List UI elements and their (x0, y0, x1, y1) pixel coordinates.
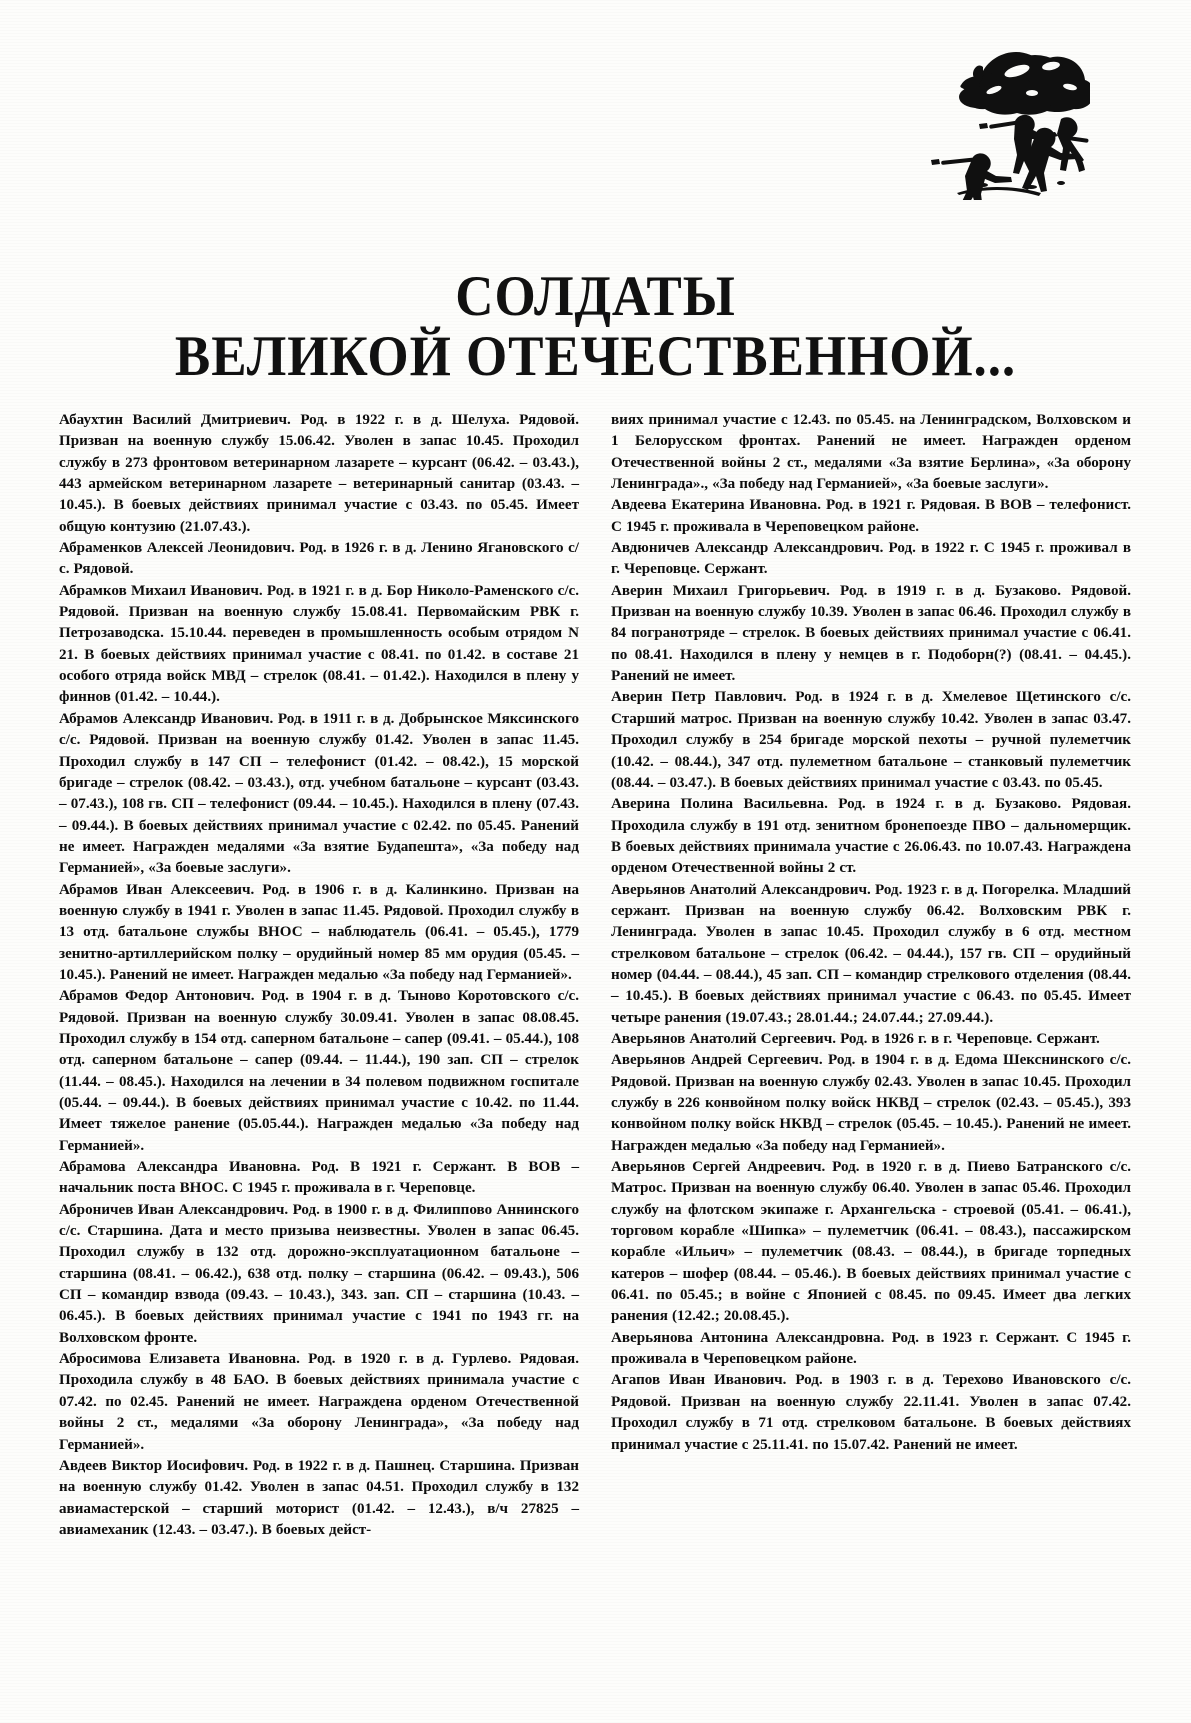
entry: Авдюничев Александр Александрович. Род. в 1922 г. С 1945 г. проживал в г. Череповце. Сержант. (611, 540, 1131, 578)
entry: Абаухтин Василий Дмитриевич. Род. в 1922 г. в д. Шелуха. Рядовой. Призван на военную службу 15.06.42. Уволен в запас 10.45. Проходил службу в 273 фронтовом ветеринарном лазарете – курсант (06.42. – 03.43.), 443 армейском ветеринарном лазарете – ветеринарный санитар (03.43. – 10.45.). В боевых действиях принимал участие с 03.43. по 05.45. Имеет общую контузию (21.07.43.). (59, 412, 579, 535)
column-right (611, 410, 1131, 1660)
entry: Аверина Полина Васильевна. Род. в 1924 г. в д. Бузаково. Рядовая. Проходила службу в 191 отд. зенитном бронепоезде ПВО – дальномерщик. В боевых действиях принимала участие с 26.06.43. по 10.07.43. Награждена орденом Отечественной войны 2 ст. (611, 796, 1131, 877)
entry: Аверьянова Антонина Александровна. Род. в 1923 г. Сержант. С 1945 г. проживала в Череповецком районе. (611, 1329, 1131, 1368)
entry: Аверин Петр Павлович. Род. в 1924 г. в д. Хмелевое Щетинского с/с. Старший матрос. Призван на военную службу 10.42. Уволен в запас 03.47. Проходил службу в 254 бригаде морской пехоты – ручной пулеметчик (10.42. – 08.44.), 347 отд. пулеметном батальоне – станковый пулеметчик (08.44. – 03.47.). В боевых действиях принимал участие с 03.43. по 05.45. (611, 689, 1131, 791)
entry: Аверьянов Анатолий Александрович. Род. 1923 г. в д. Погорелка. Младший сержант. Призван на военную службу 06.42. Волховским РВК г. Ленинграда. Уволен в запас 10.45. Проходил службу в 6 отд. местном стрелковом батальоне – стрелок (06.42. – 04.44.), 157 гв. СП – орудийный номер (04.44. – 08.44.), 45 зап. СП – командир стрелкового отделения (08.44. – 10.45.). В боевых действиях принимал участие с 06.43. по 05.45. Имеет четыре ранения (19.07.43.; 28.01.44.; 24.07.44.; 27.09.44.). (611, 881, 1131, 1026)
entry: Аброничев Иван Александрович. Род. в 1900 г. в д. Филиппово Аннинского с/с. Старшина. Дата и место призыва неизвестны. Уволен в запас 06.45. Проходил службу в 132 отд. дорожно-эксплуатационном батальоне – старшина (08.41. – 06.42.), 638 отд. полку – старшина (06.42. – 09.43.), 506 СП – командир взвода (09.43. – 10.43.), 343. зап. СП – старшина (10.43. – 06.45.). В боевых действиях принимал участие с 1941 по 1943 гг. на Волховском фронте. (59, 1201, 579, 1346)
page-title-line-2: ВЕЛИКОЙ ОТЕЧЕСТВЕННОЙ... (174, 325, 1017, 389)
entry: Авдеев Виктор Иосифович. Род. в 1922 г. в д. Пашнец. Старшина. Призван на военную службу 01.42. Уволен в запас 04.51. Проходил службу в 132 авиамастерской – старший моторист (01.42. – 12.43.), в/ч 27825 – авиамеханик (12.43. – 03.47.). В боевых дейст- (59, 1457, 579, 1538)
entry: Абросимова Елизавета Ивановна. Род. в 1920 г. в д. Гурлево. Рядовая. Проходила службу в 48 БАО. В боевых действиях принимала участие с 07.42. по 02.45. Ранений не имеет. Награждена орденом Отечественной войны 2 ст., медалями «За оборону Ленинграда», «За победу над Германией». (59, 1351, 579, 1453)
page-title (0, 265, 1191, 389)
entry: Агапов Иван Иванович. Род. в 1903 г. в д. Терехово Ивановского с/с. Рядовой. Призван на военную службу 22.11.41. Уволен в запас 07.42. Проходил службу в 71 отд. стрелковом батальоне. В боевых действиях принимал участие с 25.11.41. по 15.07.42. Ранений не имеет. (611, 1372, 1131, 1453)
page-title-line-1: СОЛДАТЫ (455, 265, 736, 328)
entry: Авдеева Екатерина Ивановна. Род. в 1921 г. Рядовая. В ВОВ – телефонист. С 1945 г. проживала в Череповецком районе. (611, 497, 1131, 535)
entry: виях принимал участие с 12.43. по 05.45. на Ленинградском, Волховском и 1 Белорусском фронтах. Ранений не имеет. Награжден орденом Отечественной войны 2 ст., медалями «За взятие Берлина», «За оборону Ленинграда»., «За победу над Германией», «За боевые заслуги». (611, 412, 1131, 493)
entry: Абрамова Александра Ивановна. Род. В 1921 г. Сержант. В ВОВ – начальник поста ВНОС. С 1945 г. проживала в г. Череповце. (59, 1159, 579, 1197)
entry: Абрамков Михаил Иванович. Род. в 1921 г. в д. Бор Николо-Раменского с/с. Рядовой. Призван на военную службу 15.08.41. Первомайским РВК г. Петрозаводска. 15.10.44. переведен в промышленность особым отрядом N 21. В боевых действиях принимал участие с 08.41. по 01.42. в составе 21 особого отряда войск МВД – стрелок (08.41. – 01.42.). Находился в плену у финнов (01.42. – 10.44.). (59, 582, 579, 706)
entry: Аверьянов Сергей Андреевич. Род. в 1920 г. в д. Пиево Батранского с/с. Матрос. Призван на военную службу 06.40. Уволен в запас 05.46. Проходил службу на флотском экипаже г. Архангельска - строевой (05.41. – 06.41.), торговом корабле «Шипка» – пулеметчик (06.41. – 08.43.), пассажирском корабле «Ильич» – пулеметчик (08.43. – 08.44.), в бригаде торпедных катеров – шофер (08.44. – 05.46.). В боевых действиях принимал участие с 06.41. по 05.45.; в войне с Японией с 08.45. по 09.45. Имеет два легких ранения (12.42.; 20.08.45.). (611, 1159, 1131, 1325)
column-left (59, 410, 579, 1660)
entry: Абрамов Иван Алексеевич. Род. в 1906 г. в д. Калинкино. Призван на военную службу в 1941 г. Уволен в запас 11.45. Рядовой. Проходил службу в 13 отд. батальоне службы ВНОС – наблюдатель (06.41. – 05.45.), 1779 зенитно-артиллерийском полку – орудийный номер 85 мм орудия (05.45. – 10.45.). Ранений не имеет. Награжден медалью «За победу над Германией». (59, 881, 579, 983)
entry: Аверьянов Андрей Сергеевич. Род. в 1904 г. в д. Едома Шекснинского с/с. Рядовой. Призван на военную службу 02.43. Уволен в запас 10.45. Проходил службу в 226 конвойном полку войск НКВД – стрелок (02.43. – 05.45.), 393 конвойном полку войск НКВД – стрелок (05.45. – 10.45.). Ранений не имеет. Награжден медалью «За победу над Германией». (611, 1052, 1131, 1154)
soldiers-advancing-illustration (865, 35, 1090, 200)
entry: Абрамов Александр Иванович. Род. в 1911 г. в д. Добрынское Мяксинского с/с. Рядовой. Призван на военную службу 01.42. Уволен в запас 11.45. Проходил службу в 147 СП – телефонист (01.42. – 08.42.), 15 морской бригаде – стрелок (08.42. – 03.43.), отд. учебном батальоне – курсант (03.43. – 07.43.), 108 гв. СП – телефонист (09.44. – 10.45.). Находился в плену (07.43. – 09.44.). В боевых действиях принимал участие с 02.42. по 05.45. Ранений не имеет. Награжден медалями «За взятие Будапешта», «За победу над Германией», «За боевые заслуги». (59, 710, 579, 877)
entry: Абраменков Алексей Леонидович. Род. в 1926 г. в д. Ленино Ягановского с/с. Рядовой. (59, 540, 579, 578)
entry: Аверин Михаил Григорьевич. Род. в 1919 г. в д. Бузаково. Рядовой. Призван на военную службу 10.39. Уволен в запас 06.46. Проходил службу в 84 погранотряде – стрелок. В боевых действиях принимал участие с 06.41. по 08.41. Находился в плену у немцев в г. Подоборн(?) (08.41. – 04.45.). Ранений не имеет. (611, 582, 1131, 685)
entry: Аверьянов Анатолий Сергеевич. Род. в 1926 г. в г. Череповце. Сержант. (611, 1030, 1100, 1047)
entry: Абрамов Федор Антонович. Род. в 1904 г. в д. Тыново Коротовского с/с. Рядовой. Призван на военную службу 30.09.41. Уволен в запас 08.08.45. Проходил службу в 154 отд. саперном батальоне – сапер (09.41. – 05.44.), 108 отд. саперном батальоне – сапер (09.44. – 11.44.), 190 зап. СП – стрелок (11.44. – 08.45.). Находился на лечении в 34 полевом подвижном госпитале (05.44. – 09.44.). В боевых действиях принимал участие с 10.42. по 11.44. Имеет тяжелое ранение (05.05.44.). Награжден медалью «За победу над Германией». (59, 988, 579, 1154)
body-columns (59, 410, 1131, 1660)
